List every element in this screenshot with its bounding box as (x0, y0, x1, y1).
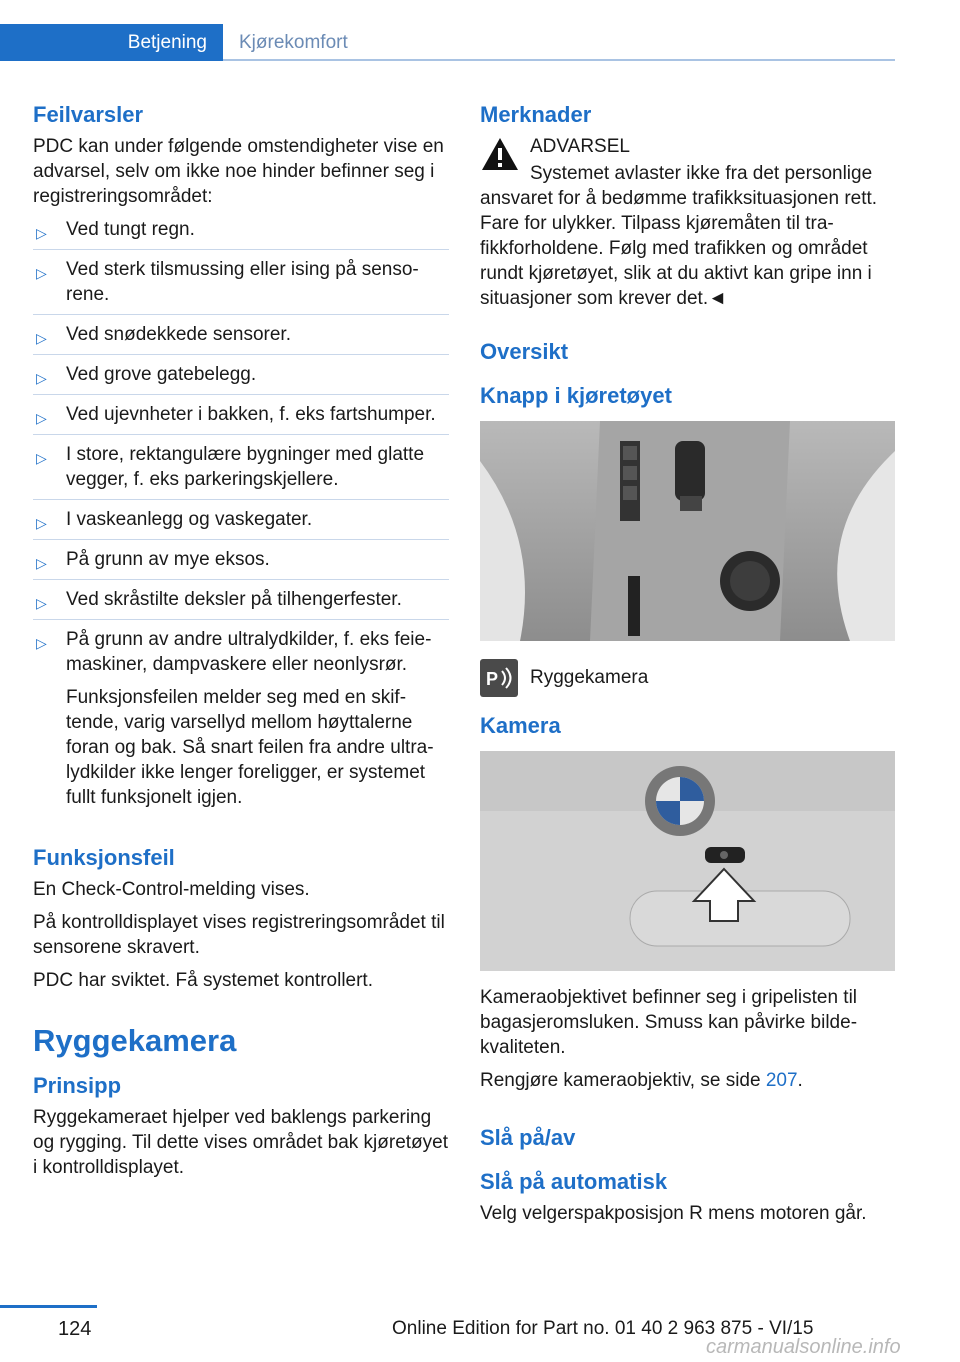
list-item-note: Funksjonsfeilen melder seg med en skiftende, varig varsellyd mellom høyttalerne foran og bak. Så snart feilen fra andre ultralydkilder ikke lenger foreligger, er systemet fullt funksjonelt igjen. (66, 687, 434, 808)
svg-text:P: P (486, 669, 499, 689)
header-tabbar (0, 24, 895, 61)
prinsipp-text: Ryggekameraet hjelper ved baklengs parkering og rygging. Til dette vises området bak kjøretøyet i kontrolldisplayet. (33, 1107, 449, 1178)
warning-text: Systemet avlaster ikke fra det personlige ansvaret for å bedømme trafikksituasjonen rett. Fare for ulykker. Tilpass kjøremåten til trafikkforholdene. Følg med trafikken og området rundt kjøretøyet, slik at du aktivt kan gripe inn i situasjoner som krever det.◄ (480, 163, 878, 309)
rear-camera-button-label: Ryggekamera (530, 667, 649, 688)
heading-slaa-paa-av: Slå på/av (480, 1125, 576, 1150)
heading-kamera: Kamera (480, 713, 561, 738)
tab-kjorekomfort[interactable]: Kjørekomfort (239, 32, 348, 53)
list-item: ▷ Ved grove gatebelegg. (33, 362, 449, 395)
page-number: 124 (58, 1318, 92, 1340)
left-column (33, 100, 449, 1188)
list-item: ▷ Ved skråstilte deksler på tilhengerfester. (33, 587, 449, 620)
warning-triangle-icon (480, 136, 520, 172)
warning-block (480, 134, 896, 311)
kamera-p2: Rengjøre kameraobjektiv, se side 207. (480, 1070, 803, 1091)
rear-camera-button-icon[interactable] (480, 659, 518, 697)
slaa-auto-text: Velg velgerspakposisjon R mens motoren går. (480, 1203, 867, 1224)
triangle-bullet-icon: ▷ (36, 330, 47, 346)
triangle-bullet-icon: ▷ (36, 410, 47, 426)
list-item: ▷ På grunn av andre ultralydkilder, f. eks feiemaskiner, dampvaskere eller neonlysrør. Funksjonsfeilen melder seg med en skiftende, varig varsellyd mellom høyttalerne foran og bak. Så snart feilen fra andre ultralydkilder ikke lenger foreligger, er systemet fullt funksjonelt igjen. (33, 627, 449, 817)
warning-title: ADVARSEL (530, 136, 630, 157)
list-item: ▷ Ved snødekkede sensorer. (33, 322, 449, 355)
funksjonsfeil-p1: En Check-Control-melding vises. (33, 879, 310, 900)
console-photo (480, 421, 895, 641)
triangle-bullet-icon: ▷ (36, 450, 47, 466)
heading-funksjonsfeil: Funksjonsfeil (33, 845, 175, 870)
heading-slaa-paa-automatisk: Slå på automatisk (480, 1169, 668, 1194)
list-item: ▷ I store, rektangulære bygninger med glatte vegger, f. eks parkeringskjellere. (33, 442, 449, 500)
right-column (480, 100, 896, 1234)
edition-text: Online Edition for Part no. 01 40 2 963 875 - VI/15 (392, 1318, 814, 1339)
heading-knapp: Knapp i kjøretøyet (480, 383, 672, 408)
tab-betjening[interactable]: Betjening (0, 24, 223, 61)
heading-oversikt: Oversikt (480, 339, 569, 364)
triangle-bullet-icon: ▷ (36, 225, 47, 241)
funksjonsfeil-p2: På kontrolldisplayet vises registreringsområdet til sensorene skravert. (33, 912, 445, 958)
heading-feilvarsler: Feilvarsler (33, 102, 144, 127)
heading-merknader: Merknader (480, 102, 592, 127)
feilvarsler-list (33, 217, 449, 817)
camera-photo (480, 751, 895, 971)
page-reference-link[interactable]: 207 (765, 1070, 798, 1091)
watermark: carmanualsonline.info (706, 1336, 901, 1358)
tab-divider (223, 59, 895, 61)
heading-ryggekamera: Ryggekamera (33, 1023, 237, 1058)
triangle-bullet-icon: ▷ (36, 635, 47, 651)
list-item: ▷ Ved ujevnheter i bakken, f. eks fartshumper. (33, 402, 449, 435)
kamera-p1: Kameraobjektivet befinner seg i gripelisten til bagasjeromsluken. Smuss kan påvirke bildekvaliteten. (480, 987, 858, 1058)
triangle-bullet-icon: ▷ (36, 370, 47, 386)
funksjonsfeil-p3: PDC har sviktet. Få systemet kontrollert. (33, 970, 373, 991)
triangle-bullet-icon: ▷ (36, 555, 47, 571)
triangle-bullet-icon: ▷ (36, 515, 47, 531)
list-item: ▷ Ved tungt regn. (33, 217, 449, 250)
list-item: ▷ Ved sterk tilsmussing eller ising på sensorene. (33, 257, 449, 315)
triangle-bullet-icon: ▷ (36, 595, 47, 611)
heading-prinsipp: Prinsipp (33, 1073, 122, 1098)
triangle-bullet-icon: ▷ (36, 265, 47, 281)
ryggekamera-button-row (480, 655, 896, 703)
feilvarsler-intro: PDC kan under følgende omstendigheter vise en advarsel, selv om ikke noe hinder befinner seg i registreringsområdet: (33, 136, 444, 207)
footer-rule (0, 1305, 97, 1308)
list-item: ▷ I vaskeanlegg og vaskegater. (33, 507, 449, 540)
list-item: ▷ På grunn av mye eksos. (33, 547, 449, 580)
